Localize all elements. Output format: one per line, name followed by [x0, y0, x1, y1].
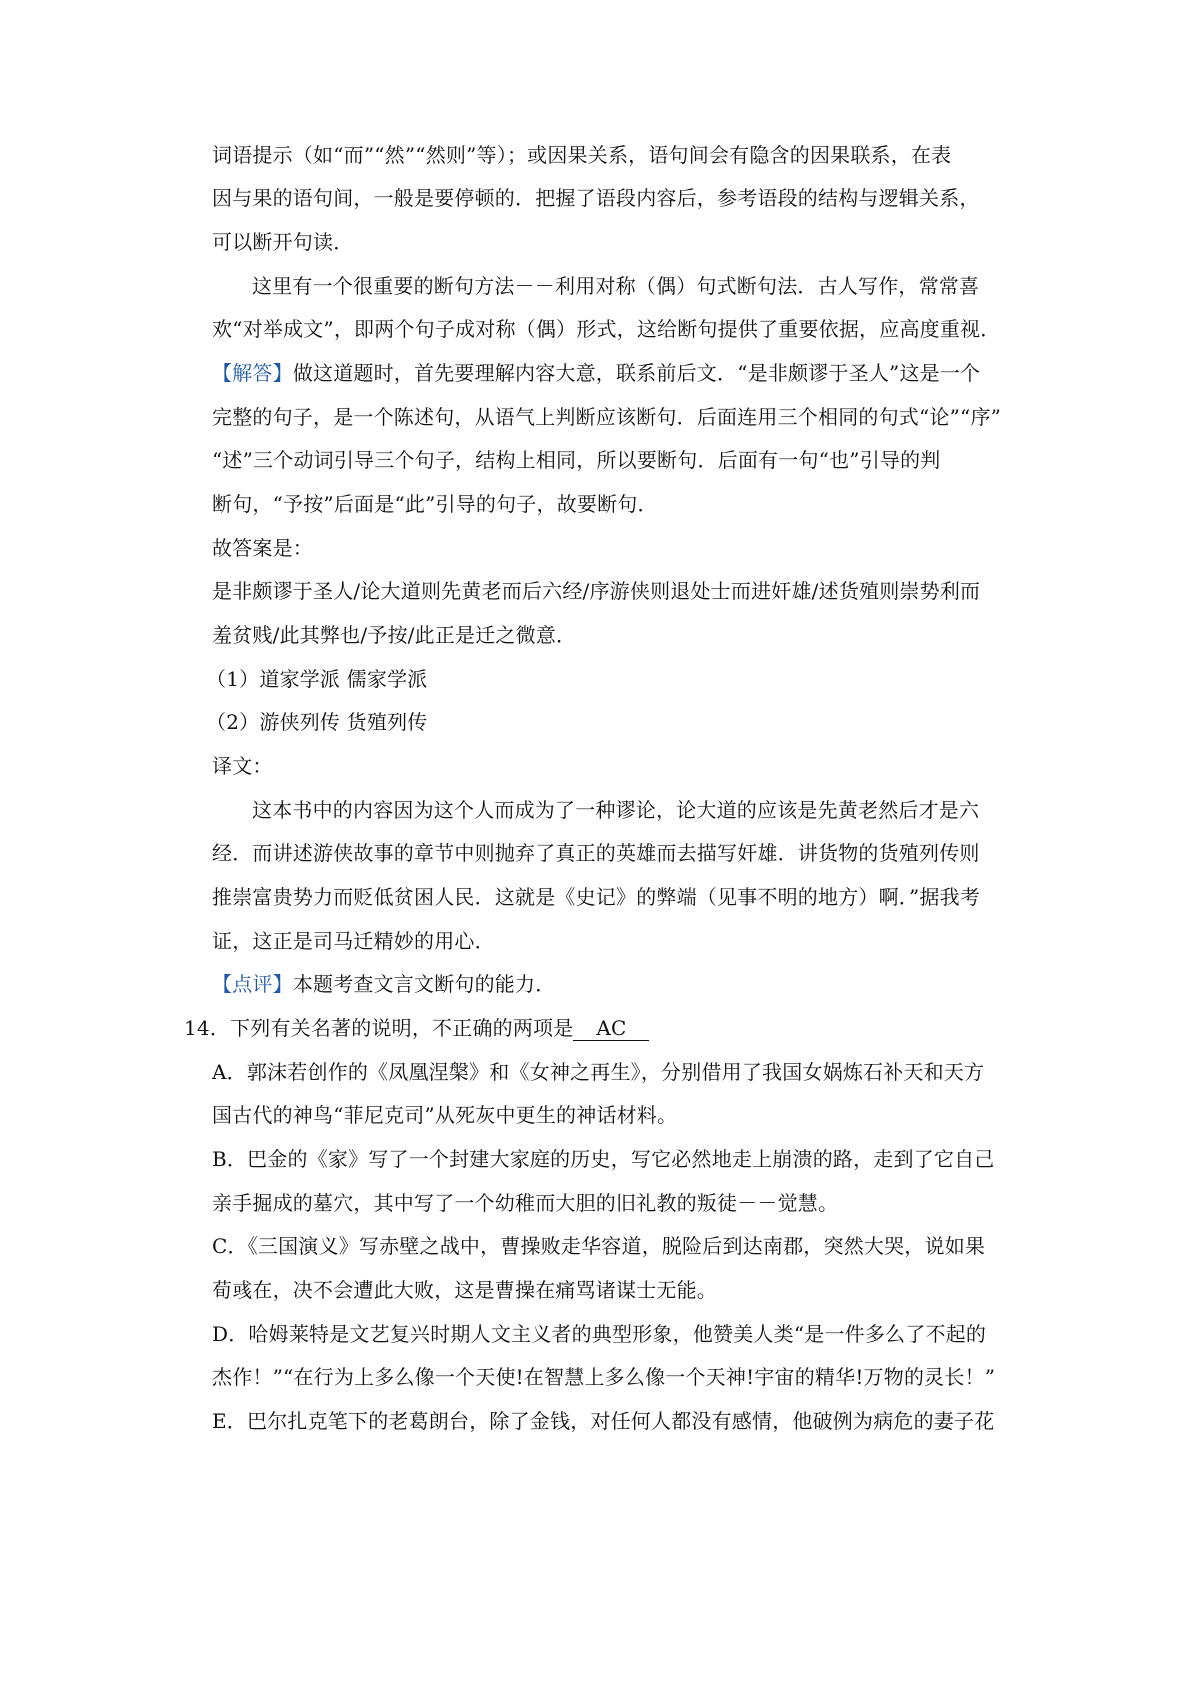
- option-b-line-2: 亲手掘成的墓穴，其中写了一个幼稚而大胆的旧礼教的叛徒－－觉慧。: [212, 1191, 839, 1215]
- option-b-line-1: B．巴金的《家》写了一个封建大家庭的历史，写它必然地走上崩溃的路，走到了它自己: [212, 1147, 995, 1171]
- punctuated-line-1: 是非颇谬于圣人/论大道则先黄老而后六经/序游侠则退处士而进奸雄/述货殖则崇势利而: [212, 579, 981, 603]
- translation-line-4: 证，这正是司马迁精妙的用心．: [212, 929, 495, 953]
- option-d-line-2: 杰作！”“在行为上多么像一个天使!在智慧上多么像一个天神!宇宙的精华!万物的灵长！”: [212, 1365, 996, 1389]
- question-number: 14．: [184, 1016, 231, 1040]
- answer-line-4: 断句，“予按”后面是“此”引导的句子，故要断句．: [212, 492, 658, 516]
- option-c-line-1: C．《三国演义》写赤壁之战中，曹操败走华容道，脱险后到达南郡，突然大哭，说如果: [212, 1234, 986, 1258]
- answer-conclusion: 故答案是：: [212, 536, 313, 560]
- analysis-line-3: 可以断开句读．: [212, 230, 354, 254]
- option-c-line-2: 荀彧在，决不会遭此大败，这是曹操在痛骂诸谋士无能。: [212, 1278, 717, 1302]
- comment-line: [212, 970, 555, 998]
- sub-answer-2: （2）游侠列传 货殖列传: [206, 710, 428, 734]
- comment-text: 本题考查文言文断句的能力．: [292, 972, 556, 996]
- translation-line-2: 经．而讲述游侠故事的章节中则抛弃了真正的英雄而去描写奸雄．讲货物的货殖列传则: [212, 841, 980, 865]
- option-d-line-1: D．哈姆莱特是文艺复兴时期人文主义者的典型形象，他赞美人类“是一件多么了不起的: [212, 1322, 987, 1346]
- sub-answer-1: （1）道家学派 儒家学派: [206, 667, 428, 691]
- question-14-stem: [184, 1014, 649, 1042]
- translation-line-1: 这本书中的内容因为这个人而成为了一种谬论，论大道的应该是先黄老然后才是六: [252, 798, 980, 822]
- answer-blank: AC: [573, 1016, 649, 1041]
- question-stem: 下列有关名著的说明，不正确的两项是: [230, 1016, 574, 1040]
- comment-tag: 【点评】: [212, 972, 293, 996]
- analysis-line-5: 欢“对举成文”，即两个句子成对称（偶）形式，这给断句提供了重要依据，应高度重视．: [212, 317, 1001, 341]
- translation-line-3: 推崇富贵势力而贬低贫困人民．这就是《史记》的弊端（见事不明的地方）啊．”据我考: [212, 885, 981, 909]
- answer-line-1: [212, 359, 980, 387]
- analysis-line-4: 这里有一个很重要的断句方法－－利用对称（偶）句式断句法．古人写作，常常喜: [252, 274, 980, 298]
- answer-text-1: 做这道题时，首先要理解内容大意，联系前后文．“是非颇谬于圣人”这是一个: [292, 361, 981, 385]
- punctuated-line-2: 羞贫贱/此其弊也/予按/此正是迁之微意．: [212, 623, 577, 647]
- answer-line-2: 完整的句子，是一个陈述句，从语气上判断应该断句．后面连用三个相同的句式“论”“序”: [212, 405, 1002, 429]
- analysis-line-2: 因与果的语句间，一般是要停顿的．把握了语段内容后，参考语段的结构与逻辑关系，: [212, 186, 980, 210]
- answer-line-3: “述”三个动词引导三个句子，结构上相同，所以要断句．后面有一句“也”引导的判: [212, 448, 941, 472]
- option-a-line-1: A．郭沫若创作的《凤凰涅槃》和《女神之再生》，分别借用了我国女娲炼石补天和天方: [212, 1060, 985, 1084]
- option-a-line-2: 国古代的神鸟“菲尼克司”从死灰中更生的神话材料。: [212, 1103, 678, 1127]
- option-e-line-1: E．巴尔扎克笔下的老葛朗台，除了金钱，对任何人都没有感情，他破例为病危的妻子花: [212, 1409, 995, 1433]
- analysis-line-1: 词语提示（如“而”“然”“然则”等）；或因果关系，语句间会有隐含的因果联系，在表: [212, 143, 952, 167]
- answer-tag: 【解答】: [212, 361, 293, 385]
- translation-label: 译文：: [212, 754, 273, 778]
